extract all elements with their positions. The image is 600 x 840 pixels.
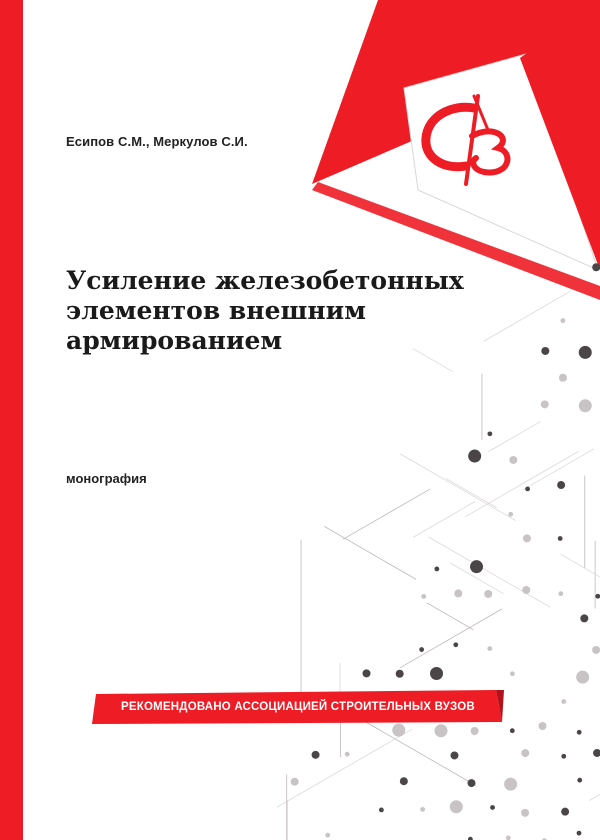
network-line — [427, 603, 474, 630]
network-dot — [468, 450, 481, 463]
network-dot — [592, 646, 600, 654]
network-dot — [362, 669, 370, 677]
publisher-logo — [414, 86, 524, 196]
network-dot — [420, 807, 425, 812]
network-dot — [509, 456, 517, 464]
network-dot — [291, 778, 299, 786]
network-dot — [510, 728, 515, 733]
network-dot — [522, 586, 530, 594]
network-line — [400, 454, 516, 521]
network-dot — [484, 590, 492, 598]
network-dot — [557, 481, 565, 489]
network-dot — [400, 777, 408, 785]
network-dot — [525, 487, 530, 492]
network-dot — [593, 749, 600, 757]
network-dot — [577, 778, 582, 783]
recommendation-banner — [92, 688, 504, 726]
network-line — [400, 609, 502, 668]
network-dot — [504, 778, 517, 791]
network-line — [488, 421, 540, 451]
network-dot — [421, 594, 426, 599]
network-dot — [419, 647, 424, 652]
network-dot — [506, 836, 511, 840]
network-dot — [434, 567, 439, 572]
network-dot — [580, 614, 588, 622]
network-dot — [560, 318, 565, 323]
network-line — [324, 526, 416, 579]
network-dot — [312, 751, 320, 759]
network-dot — [592, 263, 600, 271]
asv-logo-icon — [414, 86, 524, 196]
network-dot — [430, 667, 443, 680]
network-dot — [577, 831, 582, 836]
network-line — [561, 554, 600, 588]
network-dot — [450, 751, 458, 759]
network-dot — [487, 646, 492, 651]
title-line-1: Усиление железобетонных — [66, 266, 464, 295]
network-dot — [561, 754, 566, 759]
network-dot — [450, 800, 463, 813]
network-line — [413, 501, 475, 537]
network-dot — [558, 536, 563, 541]
network-dot — [558, 591, 563, 596]
network-dot — [487, 431, 492, 436]
network-dot — [467, 779, 475, 787]
book-title — [66, 266, 526, 356]
network-dot — [454, 589, 462, 597]
network-dot — [541, 347, 549, 355]
network-dot — [577, 730, 582, 735]
network-dot — [595, 594, 600, 599]
network-dot — [345, 752, 350, 757]
network-dot — [539, 722, 547, 730]
network-dot — [510, 671, 515, 676]
network-dot — [561, 699, 566, 704]
network-dot — [379, 808, 384, 813]
network-line — [277, 729, 412, 807]
network-line — [589, 729, 600, 801]
authors: Есипов С.М., Меркулов С.И. — [66, 134, 248, 149]
title-line-2: элементов внешним — [66, 296, 366, 325]
network-dot — [579, 346, 592, 359]
network-line — [343, 489, 430, 539]
network-dot — [396, 670, 404, 678]
network-dot — [434, 724, 447, 737]
network-dot — [579, 399, 592, 412]
network-dot — [561, 808, 569, 816]
network-dot — [453, 642, 458, 647]
network-dot — [521, 809, 529, 817]
network-dot — [471, 727, 479, 735]
network-dot — [523, 534, 531, 542]
network-dot — [576, 671, 589, 684]
network-dot — [508, 512, 513, 517]
network-dot — [490, 805, 495, 810]
genre-label: монография — [66, 471, 147, 486]
title-line-3: армированием — [66, 326, 283, 355]
banner-text: РЕКОМЕНДОВАНО АССОЦИАЦИЕЙ СТРОИТЕЛЬНЫХ ВУЗОВ — [121, 701, 475, 713]
network-dot — [521, 749, 529, 757]
network-dot — [541, 400, 549, 408]
network-dot — [470, 560, 483, 573]
network-dot — [559, 374, 567, 382]
network-dot — [325, 833, 330, 838]
